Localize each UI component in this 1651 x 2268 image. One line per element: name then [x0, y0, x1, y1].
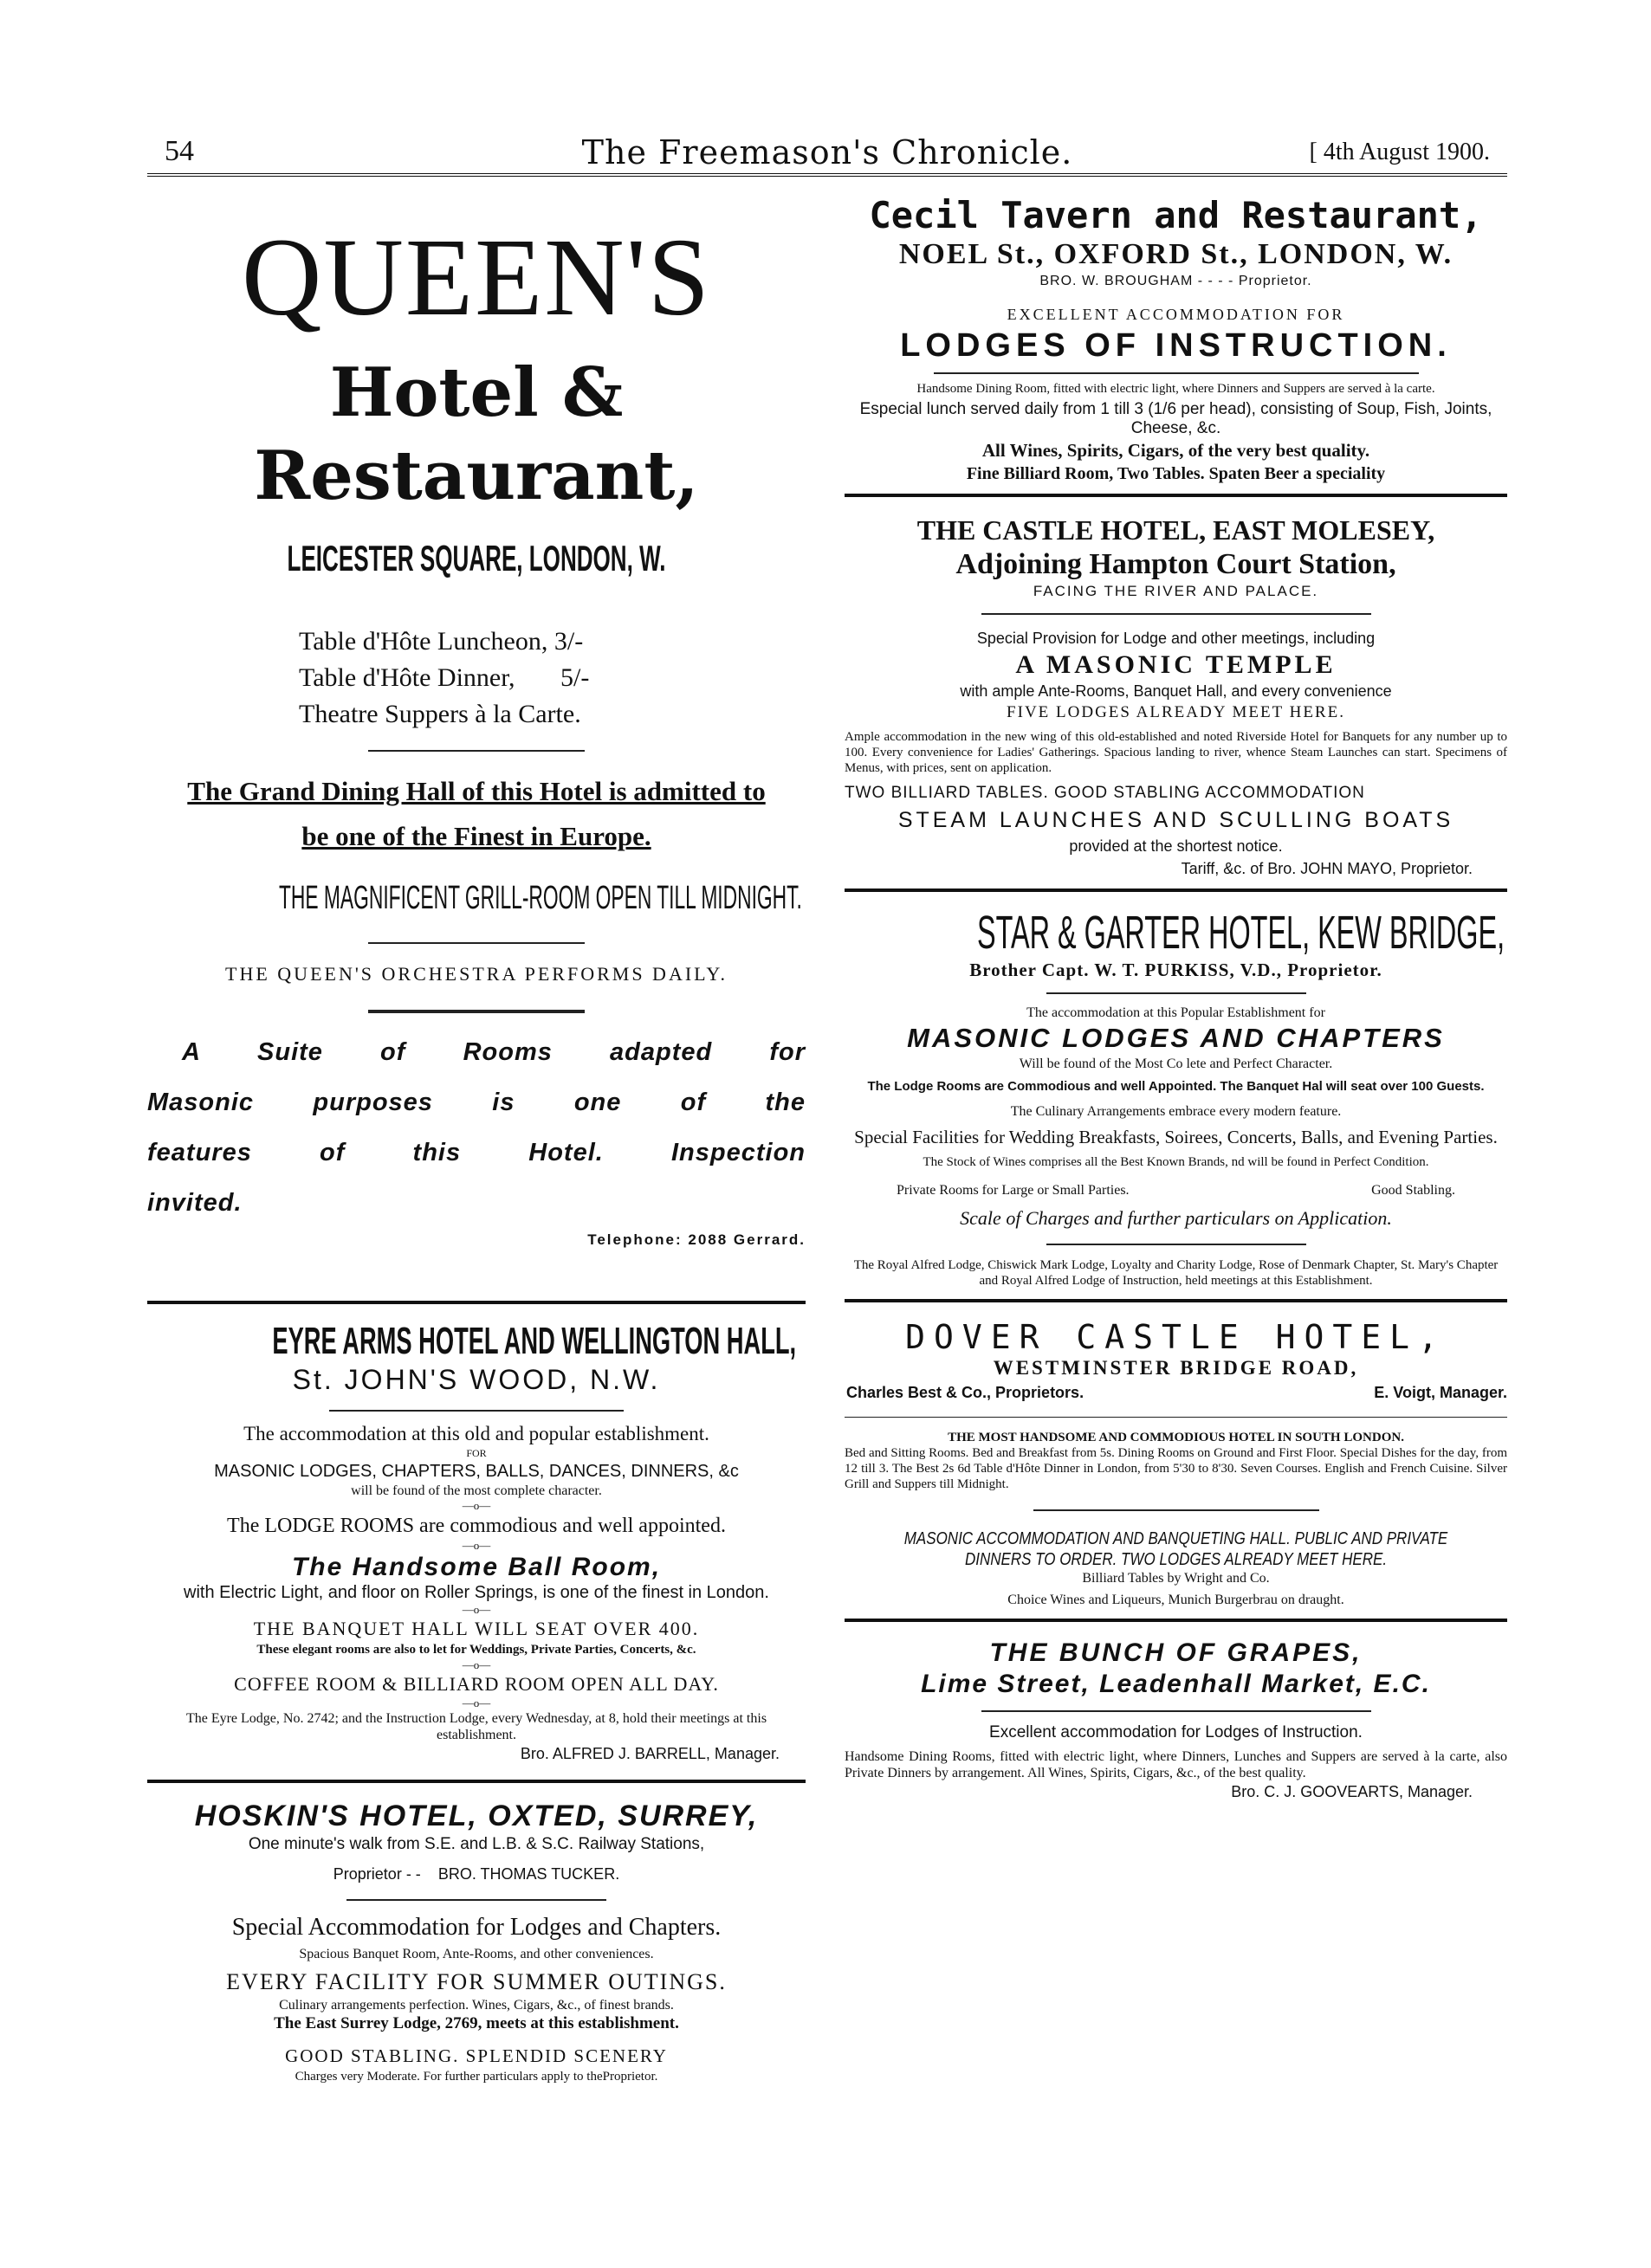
star-private-rooms: Private Rooms for Large or Small Parties. Good Stabling. [897, 1183, 1455, 1198]
star-line: The accommodation at this Popular Establishment for [1026, 1005, 1325, 1020]
eyre-line: COFFEE ROOM & BILLIARD ROOM OPEN ALL DAY. [234, 1673, 719, 1695]
cecil-title: Cecil Tavern and Restaurant, [869, 194, 1483, 236]
hoskins-line: Charges very Moderate. For further particulars apply to theProprietor. [295, 2070, 658, 2084]
cecil-advert [845, 194, 1507, 485]
castle-advert [845, 513, 1507, 880]
cecil-line: Handsome Dining Room, fitted with electric light, where Dinners and Suppers are served à la carte. [916, 382, 1435, 396]
dover-line: MASONIC ACCOMMODATION AND BANQUETING HALL. PUBLIC AND PRIVATE DINNERS TO ORDER. TWO LODGES ALREADY MEET HERE. [903, 1529, 1448, 1569]
rule [1033, 1509, 1319, 1511]
issue-date: [ 4th August 1900. [1309, 139, 1490, 165]
castle-tariff: Tariff, &c. of Bro. JOHN MAYO, Proprietor. [1181, 860, 1473, 877]
dover-line: Choice Wines and Liqueurs, Munich Burgerbrau on draught. [1007, 1593, 1344, 1607]
star-line: The Stock of Wines comprises all the Best Known Brands, nd will be found in Perfect Condition. [923, 1155, 1429, 1169]
menu-line [299, 624, 806, 660]
eyre-line: The Eyre Lodge, No. 2742; and the Instruction Lodge, every Wednesday, at 8, hold their meetings at this establishment. [185, 1711, 767, 1742]
menu-line [299, 696, 806, 733]
hoskins-line: EVERY FACILITY FOR SUMMER OUTINGS. [226, 1969, 727, 1994]
page-header [147, 130, 1507, 171]
cecil-line: Fine Billiard Room, Two Tables. Spaten Beer a speciality [966, 464, 1386, 483]
rule [329, 1410, 624, 1412]
menu-line [299, 660, 806, 696]
page-number: 54 [165, 135, 194, 167]
eyre-line: with Electric Light, and floor on Roller Springs, is one of the finest in London. [184, 1583, 769, 1602]
star-masonic: MASONIC LODGES AND CHAPTERS [907, 1023, 1445, 1053]
star-bro: Brother Capt. W. T. PURKISS, V.D., Proprietor. [969, 960, 1382, 980]
eyre-line: will be found of the most complete character. [351, 1483, 602, 1498]
star-line: Will be found of the Most Co lete and Perfect Character. [1019, 1056, 1333, 1071]
castle-provided: provided at the shortest notice. [1069, 837, 1283, 855]
eyre-location: St. JOHN'S WOOD, N.W. [292, 1364, 661, 1395]
star-lodges: The Royal Alfred Lodge, Chiswick Mark Lodge, Loyalty and Charity Lodge, Rose of Denmark Chapter, St. Mary's Chapter and Royal Alfred Lodge of Instruction, held meetings at this Establishment. [853, 1258, 1499, 1288]
queens-menu [299, 624, 806, 733]
rule [845, 888, 1507, 892]
grapes-line: Excellent accommodation for Lodges of Instruction. [989, 1723, 1363, 1741]
menu-price: 5/- [560, 663, 590, 692]
queens-advert [147, 216, 806, 1249]
dover-line: Billiard Tables by Wright and Co. [1082, 1571, 1270, 1586]
bunch-of-grapes-advert [845, 1638, 1507, 1802]
star-garter-advert [845, 908, 1507, 1289]
masonic-suite-text: A Suite of Rooms adapted for Masonic purposes is one of the features of this Hotel. Inspection invited. [147, 1038, 806, 1217]
rule [147, 1301, 806, 1304]
eyre-line: MASONIC LODGES, CHAPTERS, BALLS, DANCES, DINNERS, &c [214, 1462, 739, 1481]
queens-title: QUEEN'S [242, 216, 711, 339]
castle-facing: FACING THE RIVER AND PALACE. [1033, 583, 1319, 599]
rule [981, 613, 1371, 615]
hoskins-line: Special Accommodation for Lodges and Chapters. [231, 1914, 722, 1941]
rule [845, 1299, 1507, 1302]
castle-steam: STEAM LAUNCHES AND SCULLING BOATS [897, 808, 1454, 832]
star-line: The Culinary Arrangements embrace every modern feature. [1010, 1104, 1342, 1119]
grand-dining-line2: be one of the Finest in Europe. [301, 821, 651, 851]
rule [845, 494, 1507, 497]
castle-title: THE CASTLE HOTEL, EAST MOLESEY, [916, 514, 1435, 546]
castle-five: FIVE LODGES ALREADY MEET HERE. [1007, 703, 1345, 721]
castle-billiard: TWO BILLIARD TABLES. GOOD STABLING ACCOMMODATION [845, 784, 1365, 802]
menu-item: Table d'Hôte Dinner, [299, 663, 515, 692]
header-rule [147, 173, 1507, 177]
rule [368, 750, 585, 752]
eyre-line: These elegant rooms are also to let for Weddings, Private Parties, Concerts, &c. [256, 1643, 696, 1657]
rule [368, 1010, 585, 1013]
castle-special: Special Provision for Lodge and other meetings, including [976, 630, 1376, 647]
menu-price: 3/- [554, 627, 584, 656]
eyre-arms-advert: EYRE ARMS HOTEL AND WELLINGTON HALL, St. JOHN'S WOOD, N.W. The accommodation at this old and popular establishment. FOR MASONIC LODGES, CHAPTERS, BALLS, DANCES, DINNERS, &c will be found of the most complete character. —o— The LODGE ROOMS are commodious and well appointed. —o— The Handsome Ball Room, with Electric Light, and floor on Roller Springs, is one of the finest in London. —o— THE BANQUET HALL WILL SEAT OVER 400. These elegant rooms are also to let for Weddings, Private Parties, Concerts, &c. —o— COFFEE ROOM & BILLIARD ROOM OPEN ALL DAY. —o— The Eyre Lodge, No. 2742; and the Instruction Lodge, every Wednesday, at 8, hold their meetings at this establishment. Bro. ALFRED J. BARRELL, Manager. [147, 1320, 806, 1764]
dover-proprietors: Charles Best & Co., Proprietors. E. Voigt, Manager. [846, 1384, 1507, 1401]
dover-title: DOVER CASTLE HOTEL, [905, 1318, 1447, 1356]
hoskins-line: Spacious Banquet Room, Ante-Rooms, and other conveniences. [299, 1947, 654, 1961]
hoskins-line: One minute's walk from S.E. and L.B. & S.C. Railway Stations, [248, 1835, 705, 1853]
dover-road: WESTMINSTER BRIDGE ROAD, [993, 1357, 1359, 1379]
castle-temple: A MASONIC TEMPLE [1015, 650, 1337, 679]
rule [368, 942, 585, 944]
hoskins-line: Culinary arrangements perfection. Wines, Cigars, &c., of finest brands. [279, 1998, 674, 2013]
cecil-excellent: EXCELLENT ACCOMMODATION FOR [1007, 306, 1345, 323]
rule [845, 1619, 1507, 1622]
cecil-line: Especial lunch served daily from 1 till 3 (1/6 per head), consisting of Soup, Fish, Joints, Cheese, &c. [859, 400, 1492, 437]
eyre-line: The accommodation at this old and popular establishment. [243, 1423, 709, 1444]
eyre-line: The LODGE ROOMS are commodious and well appointed. [227, 1515, 726, 1537]
rule [934, 372, 1419, 374]
grapes-title: THE BUNCH OF GRAPES, [989, 1638, 1363, 1667]
hoskins-title: HOSKIN'S HOTEL, OXTED, SURREY, [194, 1800, 759, 1832]
star-scale: Scale of Charges and further particulars on Application. [960, 1207, 1392, 1229]
grapes-sub: Lime Street, Leadenhall Market, E.C. [921, 1670, 1431, 1698]
queens-subtitle: Hotel & Restaurant, [254, 353, 699, 515]
cecil-lodges: LODGES OF INSTRUCTION. [900, 327, 1452, 364]
right-column [845, 191, 1507, 1802]
menu-item: Theatre Suppers à la Carte. [299, 700, 581, 728]
castle-ample: Ample accommodation in the new wing of this old-established and noted Riverside Hotel for Banquets for any number up to 100. Every convenience for Ladies' Gatherings. Spacious landing to river, whence Steam Launches can start. Specimens of Menus, with prices, sent on application. [845, 730, 1507, 775]
hoskins-line: The East Surrey Lodge, 2769, meets at this establishment. [274, 2014, 679, 2032]
cecil-proprietor: BRO. W. BROUGHAM - - - - Proprietor. [1039, 274, 1312, 288]
star-line: Special Facilities for Wedding Breakfasts, Soirees, Concerts, Balls, and Evening Parties. [854, 1127, 1498, 1147]
eyre-line: The Handsome Ball Room, [291, 1553, 662, 1581]
queens-address: LEICESTER SQUARE, LONDON, W. [287, 538, 666, 578]
star-title: STAR & GARTER HOTEL, KEW BRIDGE, [977, 907, 1505, 959]
star-line: The Lodge Rooms are Commodious and well Appointed. The Banquet Hal will seat over 100 Guests. [867, 1079, 1485, 1094]
hoskins-line: GOOD STABLING. SPLENDID SCENERY [285, 2045, 668, 2066]
publication-title: The Freemason's Chronicle. [581, 133, 1073, 171]
eyre-line: THE BANQUET HALL WILL SEAT OVER 400. [253, 1618, 700, 1639]
grapes-manager: Bro. C. J. GOOVEARTS, Manager. [1231, 1783, 1473, 1800]
menu-item: Table d'Hôte Luncheon, [299, 627, 548, 656]
telephone: Telephone: 2088 Gerrard. [587, 1231, 806, 1248]
cecil-line: All Wines, Spirits, Cigars, of the very best quality. [981, 440, 1370, 461]
left-column [147, 191, 806, 2084]
dover-castle-advert [845, 1318, 1507, 1608]
eyre-line: FOR [466, 1447, 487, 1459]
dover-most: THE MOST HANDSOME AND COMMODIOUS HOTEL IN SOUTH LONDON. [948, 1431, 1404, 1444]
rule [147, 1780, 806, 1783]
rule [346, 1899, 606, 1901]
hoskins-advert [147, 1799, 806, 2084]
grill-room-line: THE MAGNIFICENT GRILL-ROOM OPEN TILL MIDNIGHT. [279, 880, 802, 916]
grapes-line: Handsome Dining Rooms, fitted with electric light, where Dinners, Lunches and Suppers are served à la carte, also Private Dinners by arrangement. All Wines, Spirits, Cigars, &c., of the best quality. [845, 1749, 1507, 1780]
rule [1046, 992, 1306, 994]
eyre-title: EYRE ARMS HOTEL AND WELLINGTON HALL, [272, 1320, 797, 1362]
dover-line: Bed and Sitting Rooms. Bed and Breakfast from 5s. Dining Rooms on Ground and First Floor. Special Dishes for the day, from 12 till 3. The Best 2s 6d Table d'Hôte Dinner in London, from 5'30 to 8'30. Seven Courses. English and French Cuisine. Silver Grill and Suppers till Midnight. [845, 1446, 1507, 1491]
rule [1046, 1244, 1306, 1245]
orchestra-line: THE QUEEN'S ORCHESTRA PERFORMS DAILY. [225, 963, 728, 985]
castle-with: with ample Ante-Rooms, Banquet Hall, and every convenience [960, 682, 1392, 700]
rule [845, 1417, 1507, 1418]
rule [981, 1710, 1371, 1712]
eyre-manager: Bro. ALFRED J. BARRELL, Manager. [520, 1745, 780, 1762]
castle-sub: Adjoining Hampton Court Station, [955, 548, 1396, 580]
grand-dining-line1: The Grand Dining Hall of this Hotel is admitted to [187, 776, 766, 806]
hoskins-proprietor: Proprietor - - BRO. THOMAS TUCKER. [333, 1865, 620, 1883]
cecil-address: NOEL St., OXFORD St., LONDON, W. [898, 238, 1454, 270]
